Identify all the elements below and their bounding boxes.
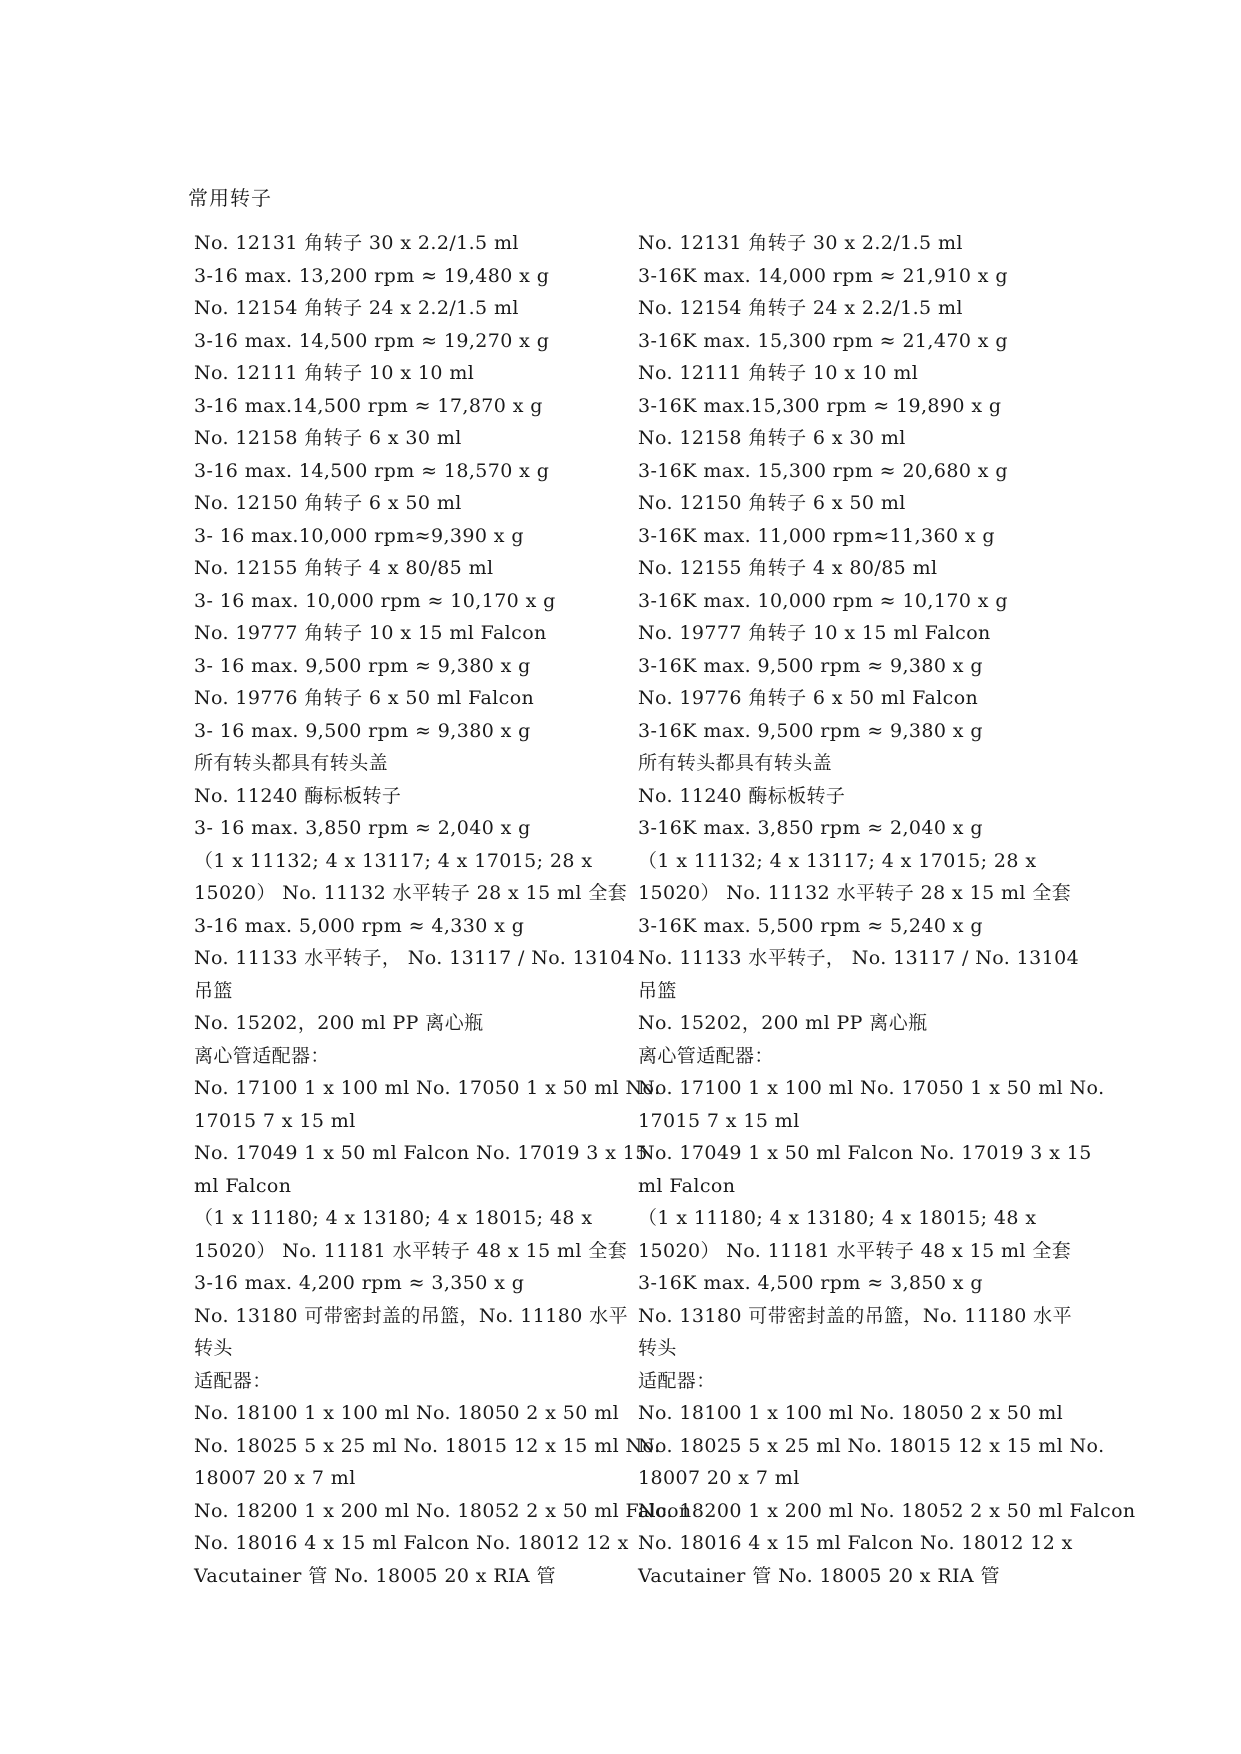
text-line: 3-16 max. 5,000 rpm ≈ 4,330 x g [194, 914, 525, 937]
text-line: 3- 16 max. 3,850 rpm ≈ 2,040 x g [194, 817, 531, 839]
text-line: 3- 16 max. 10,000 rpm ≈ 10,170 x g [194, 589, 556, 612]
text-line: 3- 16 max.10,000 rpm≈9,390 x g [194, 524, 524, 547]
page-title: 常用转子 [188, 186, 272, 210]
text-line: 适配器： [638, 1369, 716, 1392]
text-line: 18007 20 x 7 ml [638, 1467, 800, 1489]
text-line: No. 11240 酶标板转子 [194, 784, 402, 807]
text-line: ml Falcon [638, 1174, 736, 1197]
text-line: No. 19776 角转子 6 x 50 ml Falcon [638, 687, 979, 709]
text-line: 15020） No. 11132 水平转子 28 x 15 ml 全套 [194, 882, 628, 904]
rotor-column-3-16 [194, 227, 692, 1592]
text-line: No. 11133 水平转子， No. 13117 / No. 13104 [638, 947, 1080, 969]
text-line: No. 11133 水平转子， No. 13117 / No. 13104 [194, 947, 636, 969]
text-line: No. 19777 角转子 10 x 15 ml Falcon [638, 622, 991, 644]
text-line: 转头 [194, 1337, 233, 1359]
text-line: No. 18016 4 x 15 ml Falcon No. 18012 12 x [194, 1532, 629, 1554]
text-line: 所有转头都具有转头盖 [194, 752, 389, 774]
text-line: No. 15202，200 ml PP 离心瓶 [194, 1012, 484, 1034]
text-line: No. 17100 1 x 100 ml No. 17050 1 x 50 ml No. [194, 1077, 661, 1099]
text-line: No. 19776 角转子 6 x 50 ml Falcon [194, 687, 535, 709]
text-line: 3-16 max. 14,500 rpm ≈ 19,270 x g [194, 329, 550, 352]
text-line: Vacutainer 管 No. 18005 20 x RIA 管 [194, 1564, 556, 1587]
text-line: No. 12154 角转子 24 x 2.2/1.5 ml [638, 297, 963, 319]
text-line: No. 12158 角转子 6 x 30 ml [194, 427, 462, 449]
text-line: No. 12155 角转子 4 x 80/85 ml [638, 557, 938, 579]
text-line: （1 x 11132; 4 x 13117; 4 x 17015; 28 x [194, 849, 593, 872]
text-line: No. 17049 1 x 50 ml Falcon No. 17019 3 x 15 [638, 1142, 1092, 1164]
text-line: No. 12155 角转子 4 x 80/85 ml [194, 557, 494, 579]
text-line: 17015 7 x 15 ml [638, 1109, 800, 1132]
text-line: ml Falcon [194, 1174, 292, 1197]
text-line: 3- 16 max. 9,500 rpm ≈ 9,380 x g [194, 654, 531, 677]
text-line: 适配器： [194, 1369, 272, 1392]
text-line: No. 12150 角转子 6 x 50 ml [638, 492, 906, 514]
text-line: 3-16K max. 3,850 rpm ≈ 2,040 x g [638, 817, 983, 839]
text-line: No. 12131 角转子 30 x 2.2/1.5 ml [194, 232, 519, 254]
text-line: 吊篮 [194, 979, 233, 1002]
text-line: No. 15202，200 ml PP 离心瓶 [638, 1012, 928, 1034]
text-line: 3- 16 max. 9,500 rpm ≈ 9,380 x g [194, 719, 531, 742]
text-line: No. 18025 5 x 25 ml No. 18015 12 x 15 ml No. [194, 1434, 661, 1457]
text-line: （1 x 11180; 4 x 13180; 4 x 18015; 48 x [194, 1207, 593, 1229]
rotor-column-3-16k [638, 227, 1136, 1592]
text-line: No. 18200 1 x 200 ml No. 18052 2 x 50 ml Falcon [194, 1499, 692, 1522]
text-line: No. 19777 角转子 10 x 15 ml Falcon [194, 622, 547, 644]
text-line: 转头 [638, 1337, 677, 1359]
text-line: 离心管适配器： [638, 1044, 774, 1067]
text-line: 吊篮 [638, 979, 677, 1002]
text-line: 所有转头都具有转头盖 [638, 752, 833, 774]
text-line: 15020） No. 11181 水平转子 48 x 15 ml 全套 [638, 1239, 1072, 1262]
text-line: No. 12111 角转子 10 x 10 ml [638, 362, 919, 384]
text-line: 3-16K max. 15,300 rpm ≈ 21,470 x g [638, 329, 1008, 352]
text-line: No. 13180 可带密封盖的吊篮，No. 11180 水平 [638, 1304, 1072, 1327]
text-line: （1 x 11132; 4 x 13117; 4 x 17015; 28 x [638, 849, 1037, 872]
text-line: 3-16K max. 11,000 rpm≈11,360 x g [638, 524, 995, 547]
text-line: No. 12154 角转子 24 x 2.2/1.5 ml [194, 297, 519, 319]
text-line: 15020） No. 11181 水平转子 48 x 15 ml 全套 [194, 1239, 628, 1262]
text-line: 3-16K max. 5,500 rpm ≈ 5,240 x g [638, 914, 983, 937]
text-line: No. 18200 1 x 200 ml No. 18052 2 x 50 ml Falcon [638, 1499, 1136, 1522]
text-line: 3-16 max. 4,200 rpm ≈ 3,350 x g [194, 1272, 525, 1294]
text-line: No. 13180 可带密封盖的吊篮，No. 11180 水平 [194, 1304, 628, 1327]
text-line: No. 12150 角转子 6 x 50 ml [194, 492, 462, 514]
text-line: 3-16K max. 9,500 rpm ≈ 9,380 x g [638, 719, 983, 742]
text-line: Vacutainer 管 No. 18005 20 x RIA 管 [638, 1564, 1000, 1587]
text-line: No. 17049 1 x 50 ml Falcon No. 17019 3 x 15 [194, 1142, 648, 1164]
text-line: No. 12131 角转子 30 x 2.2/1.5 ml [638, 232, 963, 254]
text-line: 3-16 max. 14,500 rpm ≈ 18,570 x g [194, 459, 550, 482]
text-line: No. 18100 1 x 100 ml No. 18050 2 x 50 ml [194, 1402, 620, 1424]
text-line: 3-16K max. 4,500 rpm ≈ 3,850 x g [638, 1272, 983, 1294]
text-line: No. 18100 1 x 100 ml No. 18050 2 x 50 ml [638, 1402, 1064, 1424]
text-line: 15020） No. 11132 水平转子 28 x 15 ml 全套 [638, 882, 1072, 904]
text-line: 3-16K max.15,300 rpm ≈ 19,890 x g [638, 394, 1002, 417]
text-line: No. 12111 角转子 10 x 10 ml [194, 362, 475, 384]
text-line: 3-16K max. 9,500 rpm ≈ 9,380 x g [638, 654, 983, 677]
text-line: （1 x 11180; 4 x 13180; 4 x 18015; 48 x [638, 1207, 1037, 1229]
text-line: No. 11240 酶标板转子 [638, 784, 846, 807]
text-line: No. 18016 4 x 15 ml Falcon No. 18012 12 x [638, 1532, 1073, 1554]
text-line: 17015 7 x 15 ml [194, 1109, 356, 1132]
text-line: 3-16 max. 13,200 rpm ≈ 19,480 x g [194, 264, 550, 287]
text-line: No. 18025 5 x 25 ml No. 18015 12 x 15 ml No. [638, 1434, 1105, 1457]
text-line: 3-16K max. 15,300 rpm ≈ 20,680 x g [638, 459, 1008, 482]
text-line: No. 17100 1 x 100 ml No. 17050 1 x 50 ml No. [638, 1077, 1105, 1099]
text-line: 3-16K max. 10,000 rpm ≈ 10,170 x g [638, 589, 1008, 612]
text-line: 3-16 max.14,500 rpm ≈ 17,870 x g [194, 394, 543, 417]
text-line: 离心管适配器： [194, 1044, 330, 1067]
text-line: 3-16K max. 14,000 rpm ≈ 21,910 x g [638, 264, 1008, 287]
text-line: No. 12158 角转子 6 x 30 ml [638, 427, 906, 449]
text-line: 18007 20 x 7 ml [194, 1467, 356, 1489]
